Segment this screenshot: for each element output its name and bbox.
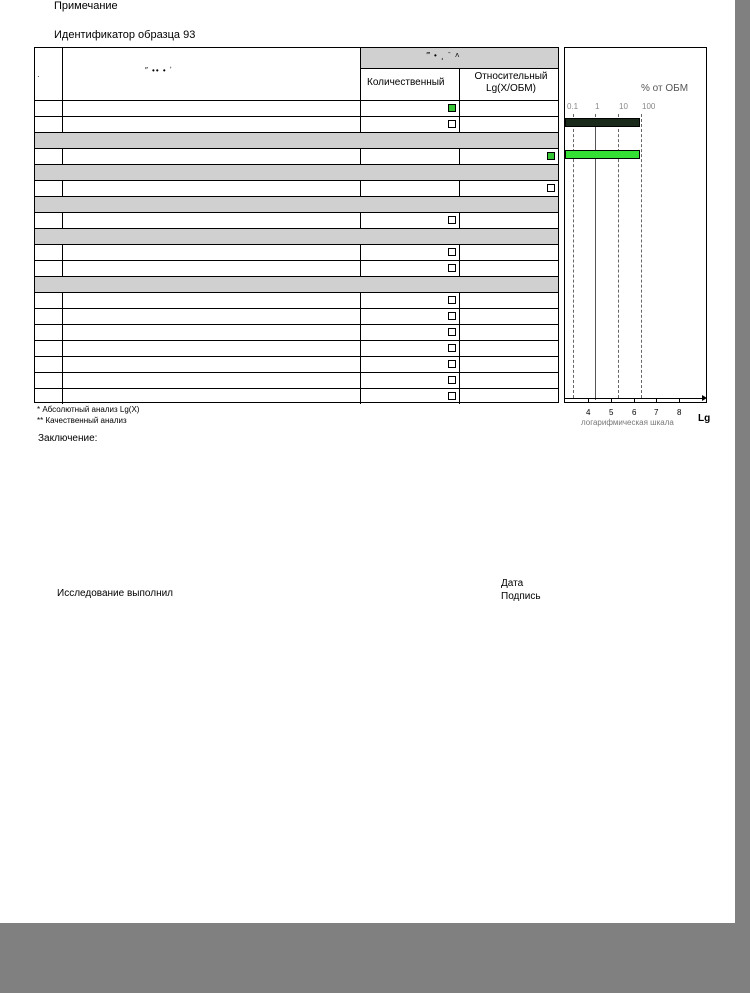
section-band (35, 229, 558, 244)
chart-bar (565, 118, 640, 127)
section-band (35, 277, 558, 292)
footnote-qualitative: ** Качественный анализ (37, 416, 127, 425)
header-vline-3 (459, 68, 460, 100)
row-vline-2 (360, 356, 361, 372)
header-vline-1 (62, 48, 63, 100)
row-bottom-line (35, 356, 558, 357)
row-vline-3 (459, 356, 460, 372)
row-vline-1 (62, 148, 63, 164)
percent-tick-label: 10 (619, 102, 628, 111)
row-bottom-line (35, 388, 558, 389)
signature-label: Подпись (501, 591, 541, 602)
row-bottom-line (35, 148, 558, 149)
performed-by-label: Исследование выполнил (57, 588, 174, 599)
quantity-flag-box (448, 328, 456, 336)
conclusion-label: Заключение: (38, 433, 98, 444)
x-axis-arrow (702, 395, 707, 401)
quantity-flag-box (448, 296, 456, 304)
row-bottom-line (35, 212, 558, 213)
row-vline-2 (360, 308, 361, 324)
row-vline-2 (360, 372, 361, 388)
relative-chart (564, 47, 711, 427)
row-vline-3 (459, 180, 460, 196)
quantity-flag-box (448, 360, 456, 368)
row-vline-1 (62, 308, 63, 324)
x-tick-mark (611, 399, 612, 402)
quantity-flag-box (448, 104, 456, 112)
row-bottom-line (35, 244, 558, 245)
quantity-flag-box (448, 392, 456, 400)
x-tick-label: 7 (654, 408, 659, 417)
reference-line (595, 118, 596, 400)
row-vline-3 (459, 340, 460, 356)
relative-header-1: Относительный (474, 71, 548, 82)
row-bottom-line (35, 340, 558, 341)
row-vline-3 (459, 308, 460, 324)
row-bottom-line (35, 180, 558, 181)
row-vline-3 (459, 100, 460, 116)
row-vline-1 (62, 244, 63, 260)
sample-id: Идентификатор образца 93 (54, 29, 196, 41)
quantity-flag-box (448, 216, 456, 224)
row-bottom-line (35, 260, 558, 261)
row-vline-1 (62, 372, 63, 388)
row-bottom-line (35, 116, 558, 117)
row-vline-2 (360, 260, 361, 276)
row-vline-2 (360, 244, 361, 260)
row-vline-1 (62, 388, 63, 404)
x-tick-label: 6 (632, 408, 637, 417)
group-header: ‴ • ¸ ˉ ˄ (427, 51, 461, 60)
row-vline-1 (62, 180, 63, 196)
row-vline-1 (62, 292, 63, 308)
row-vline-1 (62, 260, 63, 276)
row-vline-3 (459, 244, 460, 260)
x-tick-mark (679, 399, 680, 402)
row-vline-2 (360, 148, 361, 164)
row-vline-1 (62, 212, 63, 228)
row-vline-3 (459, 148, 460, 164)
name-header: ″ •• • ʼ (145, 66, 173, 75)
row-vline-2 (360, 116, 361, 132)
row-vline-3 (459, 116, 460, 132)
note-label: Примечание (54, 0, 118, 12)
percent-tick-label: 1 (595, 102, 600, 111)
results-table (34, 47, 559, 403)
row-vline-2 (360, 180, 361, 196)
row-bottom-line (35, 292, 558, 293)
header-vline-2 (360, 48, 361, 100)
row-vline-1 (62, 116, 63, 132)
x-tick-mark (588, 399, 589, 402)
chart-title: % от ОБМ (641, 83, 689, 94)
quantity-flag-box (448, 264, 456, 272)
row-vline-3 (459, 324, 460, 340)
row-vline-3 (459, 260, 460, 276)
chart-bar (565, 150, 640, 159)
row-bottom-line (35, 308, 558, 309)
x-tick-mark (634, 399, 635, 402)
row-vline-2 (360, 212, 361, 228)
row-vline-2 (360, 292, 361, 308)
section-band (35, 165, 558, 180)
date-label: Дата (501, 578, 524, 589)
x-tick-label: 4 (586, 408, 591, 417)
quantity-flag-box (448, 248, 456, 256)
row-vline-3 (459, 388, 460, 404)
row-vline-1 (62, 340, 63, 356)
row-vline-3 (459, 212, 460, 228)
x-axis-label: Lg (698, 413, 711, 424)
row-vline-3 (459, 292, 460, 308)
quantitative-header: Количественный (367, 77, 445, 88)
scale-caption: логарифмическая шкала (581, 418, 674, 427)
section-band (35, 197, 558, 212)
header-bottom-line (35, 100, 558, 101)
row-bottom-line (35, 372, 558, 373)
row-bottom-line (35, 324, 558, 325)
x-tick-label: 8 (677, 408, 682, 417)
row-vline-2 (360, 324, 361, 340)
relative-flag-box (547, 184, 555, 192)
quantity-flag-box (448, 344, 456, 352)
quantity-flag-box (448, 376, 456, 384)
quantity-flag-box (448, 120, 456, 128)
row-vline-2 (360, 388, 361, 404)
section-band (35, 133, 558, 148)
row-vline-1 (62, 324, 63, 340)
x-tick-mark (656, 399, 657, 402)
row-vline-2 (360, 100, 361, 116)
percent-tick-label: 100 (642, 102, 656, 111)
footnote-absolute: * Абсолютный анализ Lg(X) (37, 405, 140, 414)
percent-tick-label: 0.1 (567, 102, 579, 111)
quantity-flag-box (448, 312, 456, 320)
row-vline-1 (62, 356, 63, 372)
index-header: · (37, 72, 40, 81)
row-vline-2 (360, 340, 361, 356)
relative-header-2: Lg(X/ОБМ) (486, 83, 536, 94)
x-tick-label: 5 (609, 408, 614, 417)
row-vline-1 (62, 100, 63, 116)
row-vline-3 (459, 372, 460, 388)
percent-gridline (641, 114, 642, 398)
relative-flag-box (547, 152, 555, 160)
